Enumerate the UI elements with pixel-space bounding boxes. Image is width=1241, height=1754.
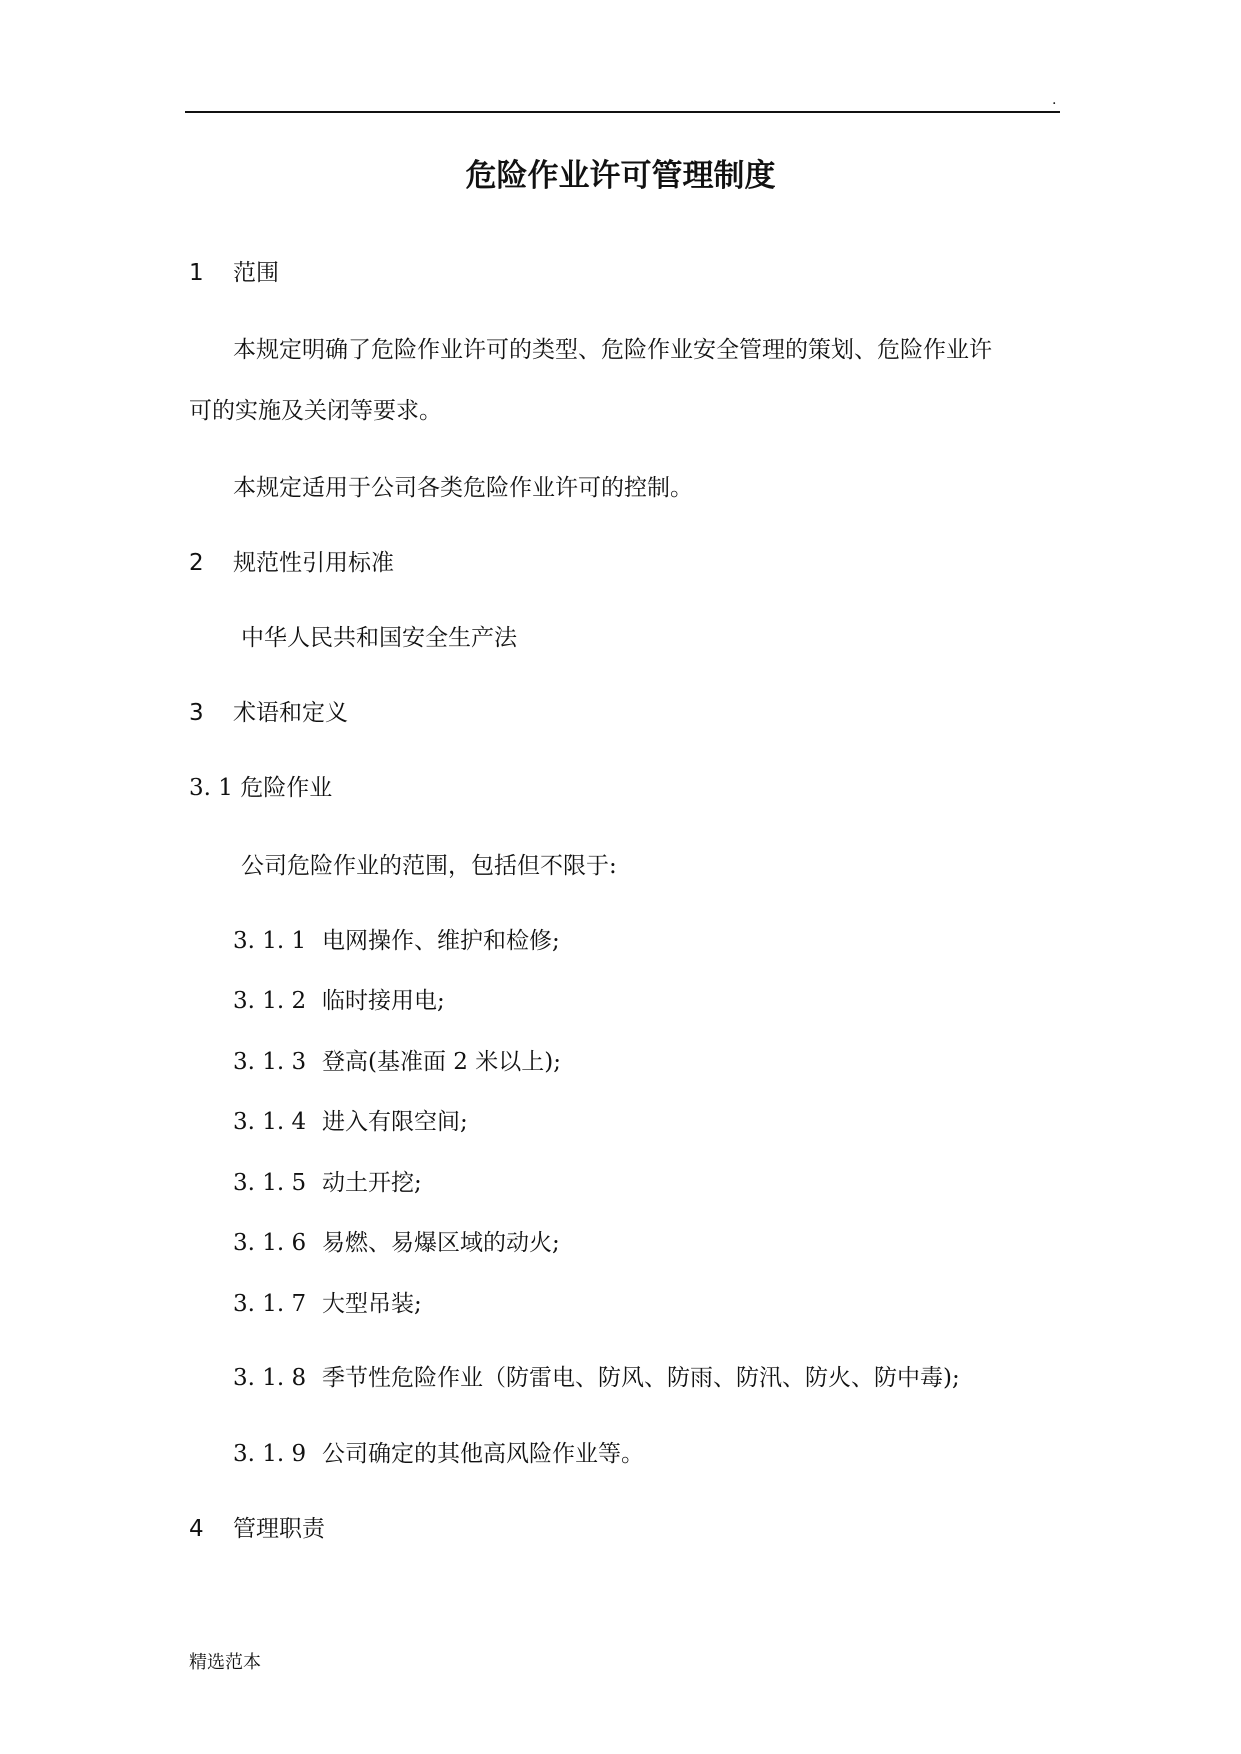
item-number: 3. 1. 8 [233,1365,307,1391]
header-rule [185,111,1060,113]
document-title: 危险作业许可管理制度 [465,158,776,194]
section-heading-4 [189,1510,325,1543]
item-number: 3. 1. 2 [233,988,307,1014]
list-item [233,982,445,1015]
item-text: 季节性危险作业（防雷电、防风、防雨、防汛、防火、防中毒); [322,1365,960,1391]
list-item [233,922,560,955]
item-number: 3. 1. 6 [233,1230,307,1256]
section-number: 3 [189,700,204,726]
reference-item: 中华人民共和国安全生产法 [241,625,517,651]
item-text: 临时接用电; [322,988,445,1014]
section-title: 范围 [233,260,279,286]
section-number: 1 [189,260,204,286]
item-text: 大型吊装; [322,1291,422,1317]
list-item [233,1103,468,1136]
scope-paragraph-2: 本规定适用于公司各类危险作业许可的控制。 [233,475,693,501]
section-number: 4 [189,1516,204,1542]
section-heading-1 [189,254,279,287]
subsection-heading: 3. 1 危险作业 [189,775,333,801]
page-footer: 精选范本 [189,1652,261,1673]
item-number: 3. 1. 5 [233,1170,307,1196]
item-text: 公司确定的其他高风险作业等。 [322,1441,644,1467]
section-title: 规范性引用标准 [233,550,394,576]
list-item [233,1224,560,1257]
item-text: 动土开挖; [322,1170,422,1196]
list-item [233,1043,561,1076]
section-title: 术语和定义 [233,700,348,726]
item-text: 易燃、易爆区域的动火; [322,1230,560,1256]
section-heading-3 [189,694,348,727]
scope-paragraph-line-2: 可的实施及关闭等要求。 [189,398,442,424]
list-item [233,1164,422,1197]
item-number: 3. 1. 7 [233,1291,307,1317]
header-mark: . [1052,92,1057,108]
list-item [233,1285,422,1318]
item-number: 3. 1. 3 [233,1049,307,1075]
section-title: 管理职责 [233,1516,325,1542]
scope-paragraph-line-1: 本规定明确了危险作业许可的类型、危险作业安全管理的策划、危险作业许 [233,337,992,363]
section-number: 2 [189,550,204,576]
item-text: 电网操作、维护和检修; [322,928,560,954]
terms-intro: 公司危险作业的范围，包括但不限于: [241,853,617,879]
item-number: 3. 1. 4 [233,1109,307,1135]
item-number: 3. 1. 1 [233,928,307,954]
item-text: 登高(基准面 2 米以上); [322,1049,561,1075]
item-text: 进入有限空间; [322,1109,468,1135]
item-number: 3. 1. 9 [233,1441,307,1467]
section-heading-2 [189,544,394,577]
list-item [233,1435,644,1468]
list-item [233,1359,960,1392]
